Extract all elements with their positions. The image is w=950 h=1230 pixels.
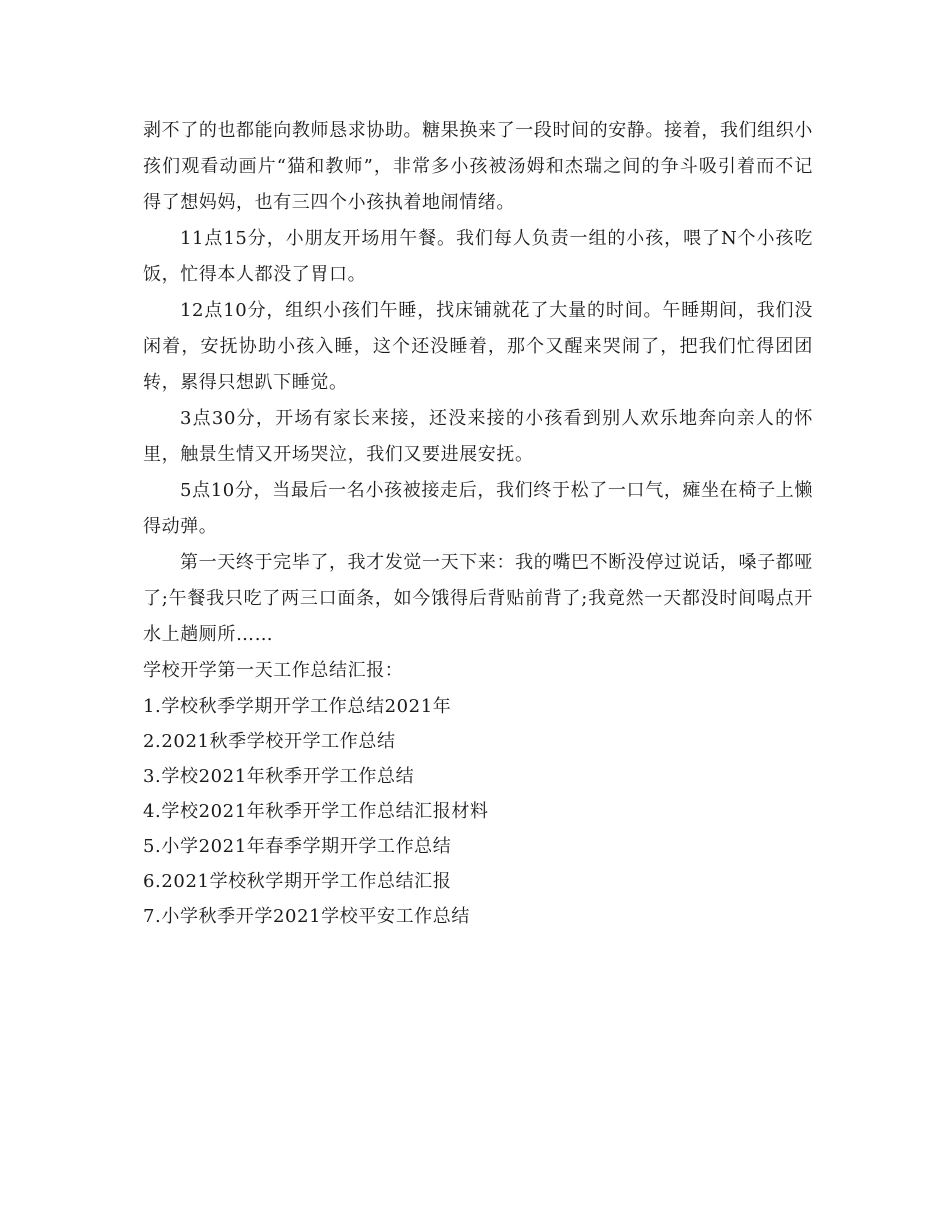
related-article-link[interactable]: 1.学校秋季学期开学工作总结2021年	[143, 696, 452, 717]
document-body	[143, 113, 813, 934]
body-paragraph: 剥不了的也都能向教师恳求协助。糖果换来了一段时间的安静。接着，我们组织小孩们观看动画片“猫和教师”，非常多小孩被汤姆和杰瑞之间的争斗吸引着而不记得了想妈妈，也有三四个小孩执着地闹情绪。	[143, 120, 813, 213]
related-article-link[interactable]: 7.小学秋季开学2021学校平安工作总结	[143, 906, 470, 927]
related-article-link[interactable]: 2.2021秋季学校开学工作总结	[143, 731, 396, 752]
related-article-link[interactable]: 6.2021学校秋学期开学工作总结汇报	[143, 871, 452, 892]
related-articles-list	[143, 689, 813, 934]
related-article-link[interactable]: 5.小学2021年春季学期开学工作总结	[143, 836, 452, 857]
related-articles-heading: 学校开学第一天工作总结汇报：	[143, 660, 404, 681]
related-article-link[interactable]: 3.学校2021年秋季开学工作总结	[143, 766, 415, 787]
body-paragraph: 12点10分，组织小孩们午睡，找床铺就花了大量的时间。午睡期间，我们没闲着，安抚协助小孩入睡，这个还没睡着，那个又醒来哭闹了，把我们忙得团团转，累得只想趴下睡觉。	[143, 300, 813, 393]
body-paragraph: 第一天终于完毕了，我才发觉一天下来：我的嘴巴不断没停过说话，嗓子都哑了;午餐我只吃了两三口面条，如今饿得后背贴前背了;我竟然一天都没时间喝点开水上趟厕所……	[143, 552, 813, 645]
related-article-link[interactable]: 4.学校2021年秋季开学工作总结汇报材料	[143, 801, 489, 822]
body-paragraph: 5点10分，当最后一名小孩被接走后，我们终于松了一口气，瘫坐在椅子上懒得动弹。	[143, 480, 813, 537]
body-paragraph: 11点15分，小朋友开场用午餐。我们每人负责一组的小孩，喂了N个小孩吃饭，忙得本人都没了胃口。	[143, 228, 813, 285]
body-paragraph: 3点30分，开场有家长来接，还没来接的小孩看到别人欢乐地奔向亲人的怀里，触景生情又开场哭泣，我们又要进展安抚。	[143, 408, 813, 465]
